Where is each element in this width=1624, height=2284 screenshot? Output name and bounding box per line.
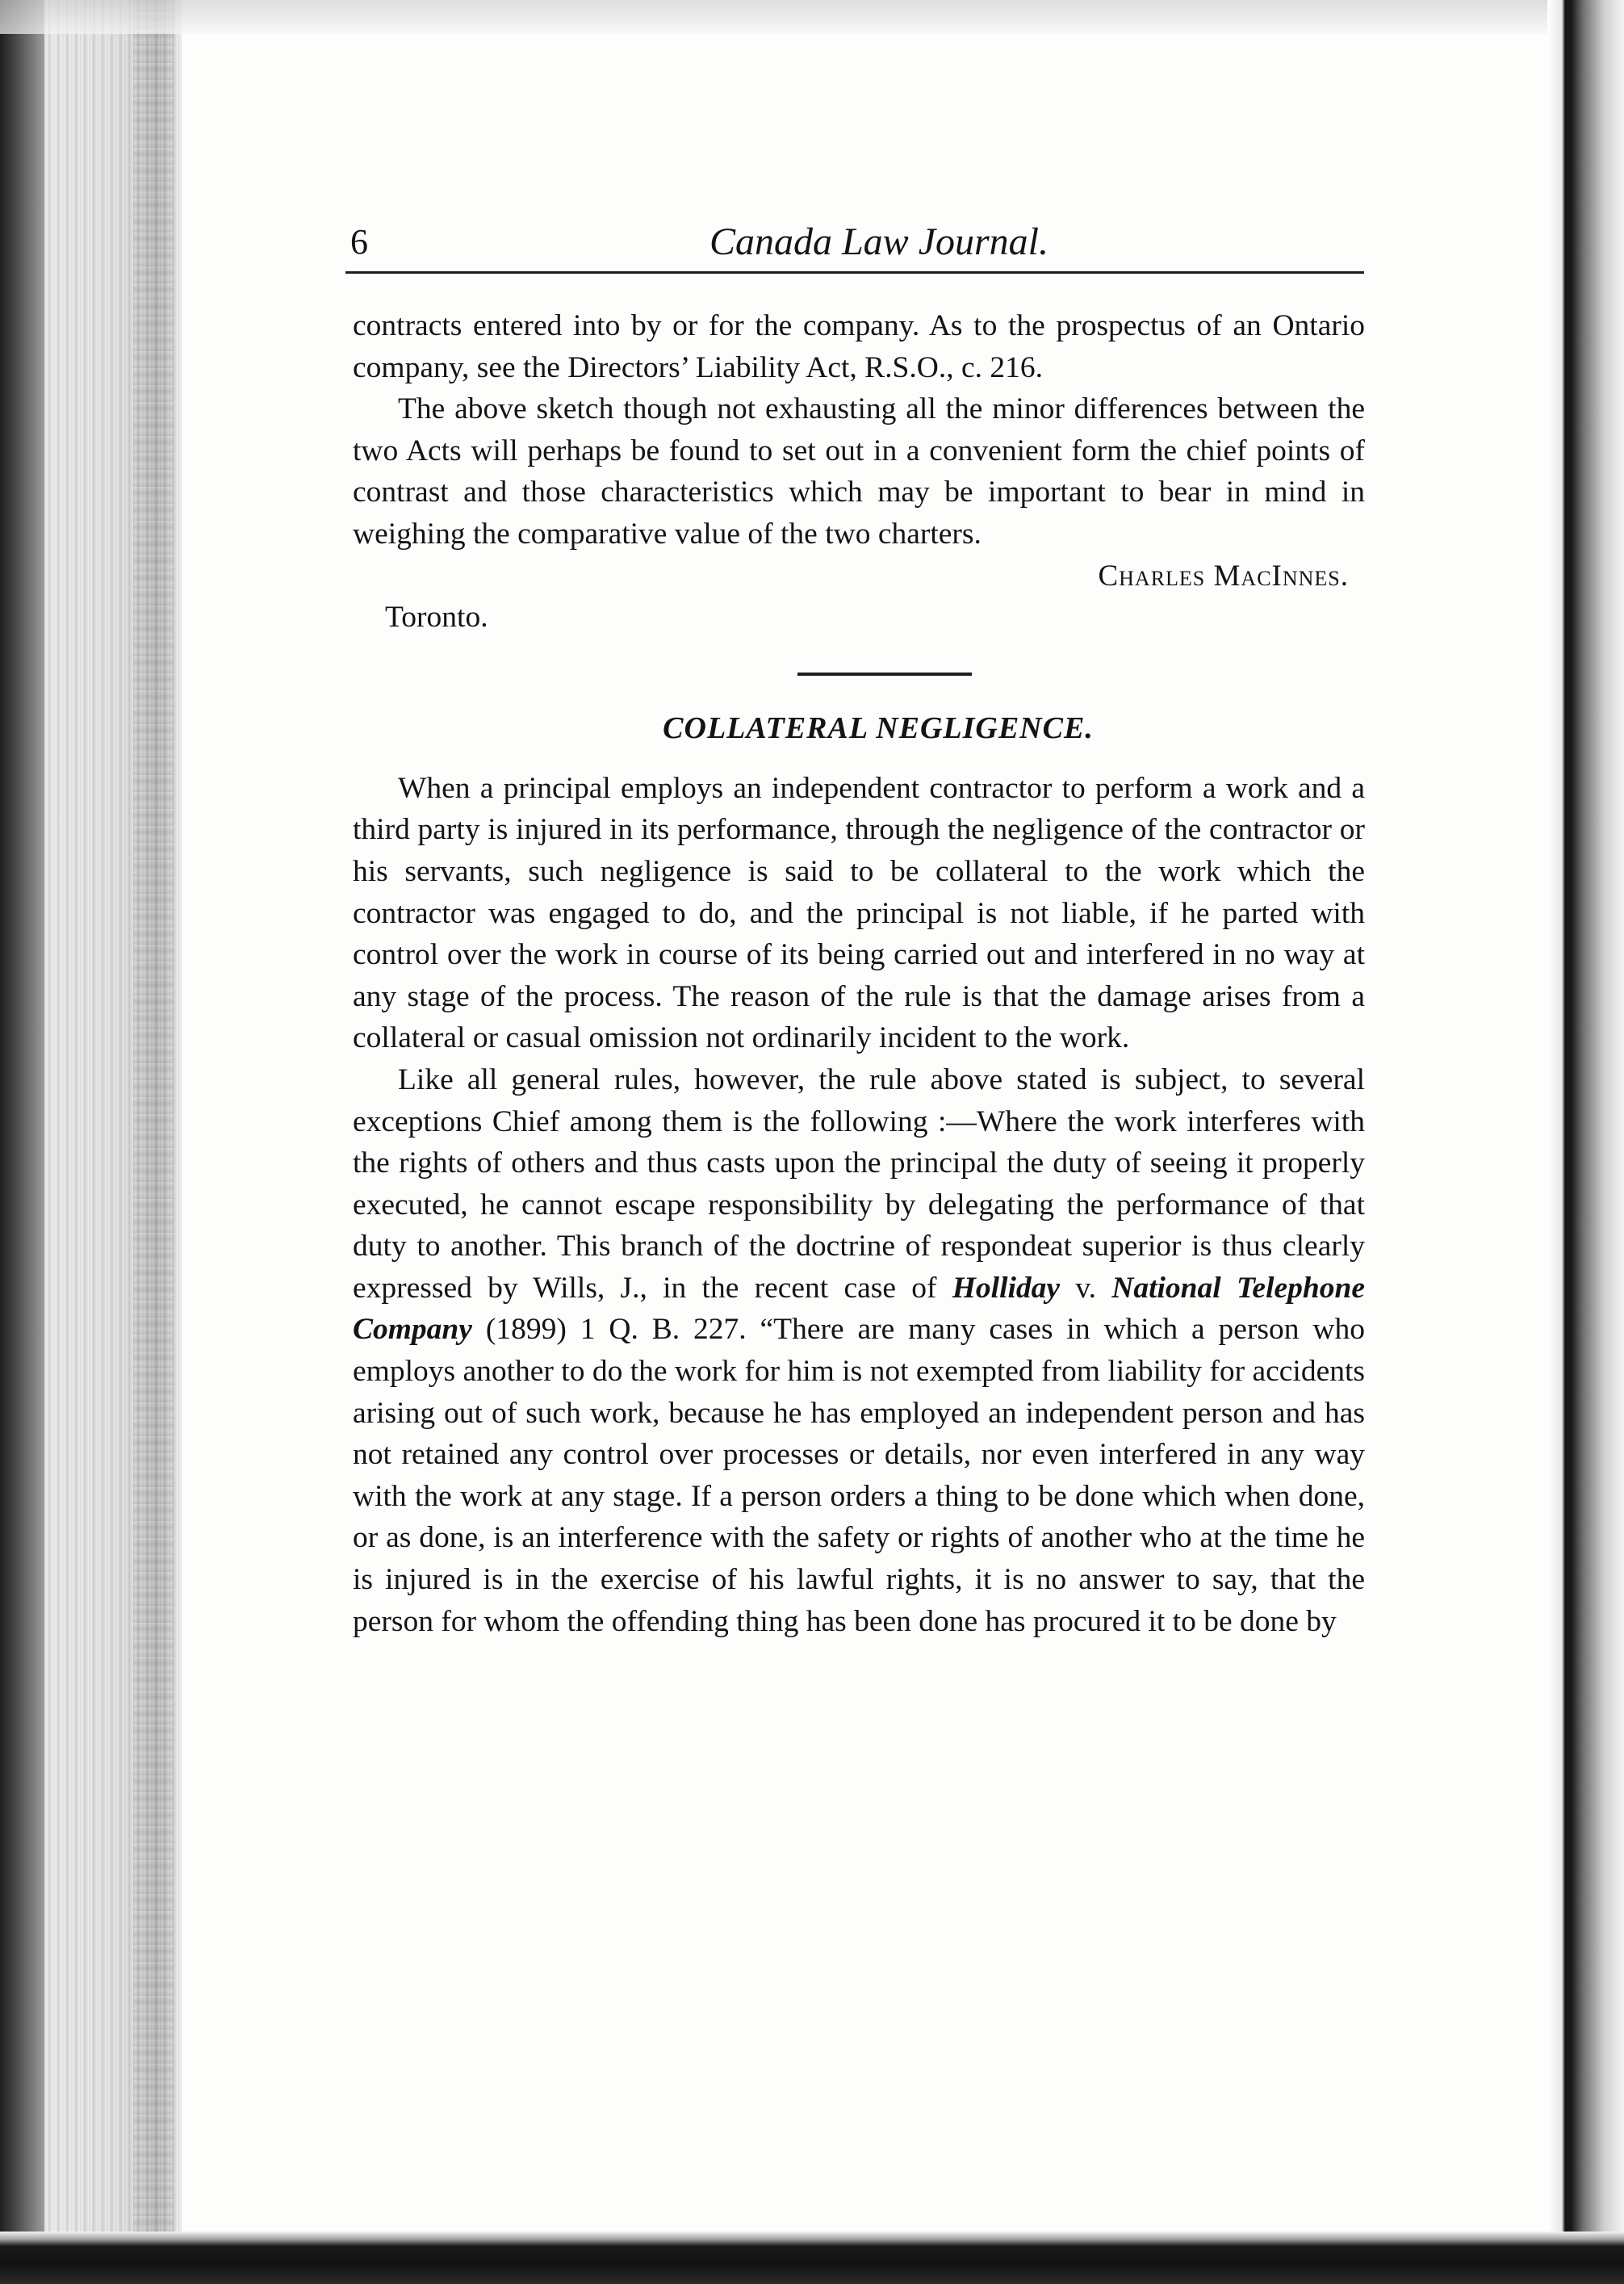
author-location: Toronto.: [385, 601, 488, 635]
right-page-edge: [1547, 0, 1624, 2284]
closing-paragraph: The above sketch though not exhausting all the minor differences between the two Acts will perhaps be found to set out in a convenient form the chief points of contrast and those characteristics which may be important to bear in mind in weighing the comparative value of the two charters.: [353, 392, 1365, 551]
paragraph-text: Like all general rules, however, the rule above stated is subject, to several exceptions Chief among them is the following :—Where the work interferes with the rights of others and thus casts upon the principal the duty of seeing it properly executed, he cannot escape responsibility by delegating the performance of that duty to another. This branch of the doctrine of respondeat superior is thus clearly expressed by Wills, J., in the recent case of: [353, 1062, 1365, 1305]
running-head: [345, 212, 1364, 274]
continued-paragraph: contracts entered into by or for the company. As to the prospectus of an Ontario company, see the Directors’ Liability Act, R.S.O., c. 216.: [353, 309, 1365, 384]
binding-shadow: [0, 0, 44, 2284]
author-signature: Charles MacInnes.: [1098, 559, 1349, 593]
section-divider: [797, 673, 972, 676]
top-page-edge: [0, 0, 1624, 34]
article-paragraph-1: When a principal employs an independent contractor to perform a work and a third party is injured in its performance, through the negligence of the contractor or his servants, such negligence is said to be collateral to the work which the contractor was engaged to do, and the principal is not liable, if he parted with control over the work in course of its being carried out and interfered in no way at any stage of the process. The reason of the rule is that the damage arises from a collateral or casual omission not ordinarily incident to the work.: [353, 771, 1365, 1055]
page-body: [353, 305, 1365, 1642]
page-number: 6: [350, 222, 368, 262]
section-title: COLLATERAL NEGLIGENCE.: [663, 710, 1094, 745]
case-plaintiff: Holliday: [952, 1271, 1061, 1305]
binding-texture: [133, 0, 174, 2284]
paragraph-text: (1899) 1 Q. B. 227. “There are many cases in which a person who employs another to do the work for him is not exempted from liability for accidents arising out of such work, because he has employed an independent person and has not retained any control over processes or details, nor even interfered in any way with the work at any stage. If a person orders a thing to be done which when done, or as done, is an interference with the safety or rights of another who at the time he is injured is in the exercise of his lawful rights, it is no answer to say, that the person for whom the offending thing has been done has procured it to be done by: [353, 1313, 1366, 1638]
article-paragraph-2: [353, 1059, 1365, 1642]
case-versus: v.: [1075, 1271, 1097, 1305]
journal-title: Canada Law Journal.: [709, 220, 1049, 263]
case-defendant: National Telephone Company: [353, 1271, 1365, 1347]
bottom-page-edge: [0, 2232, 1624, 2284]
